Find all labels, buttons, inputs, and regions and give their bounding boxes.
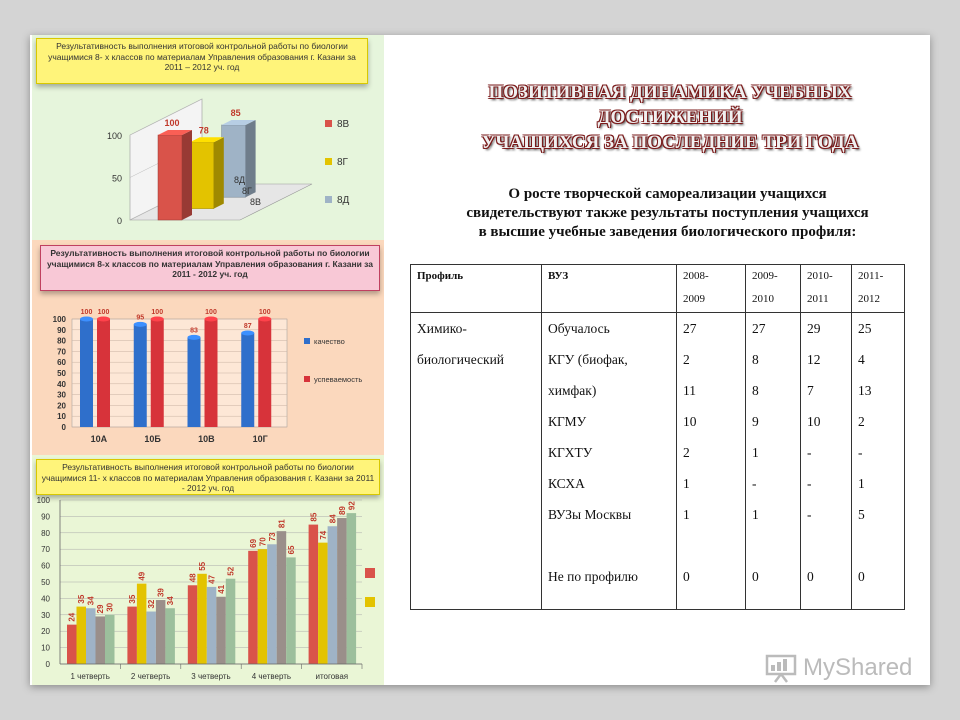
value: 12	[807, 352, 821, 367]
data-label: 48	[188, 573, 198, 583]
value	[807, 530, 845, 561]
value: 1	[752, 445, 759, 460]
value: 27	[752, 321, 766, 336]
top-chart-panel	[32, 35, 384, 240]
y-tick-label: 70	[41, 545, 50, 555]
bottom-chart-panel	[32, 455, 384, 685]
header-year	[801, 265, 852, 313]
year-cell	[801, 313, 852, 610]
mid-chart-note: Результативность выполнения итоговой контрольной работы по биологии учащимися 8-х классов по материалам Управления образования г. Казани за 2011 - 2012 уч. год	[40, 245, 380, 291]
header-year-line: 2010-	[807, 270, 833, 282]
bar	[80, 319, 93, 427]
bar-side	[214, 137, 224, 208]
data-label: 55	[198, 561, 208, 571]
value	[858, 530, 898, 561]
mid-chart-panel	[32, 240, 384, 455]
bar	[137, 584, 147, 664]
y-tick-label: 20	[41, 627, 50, 637]
data-label: 35	[128, 594, 138, 604]
value: -	[752, 476, 757, 491]
title-line: УЧАЩИХСЯ ЗА ПОСЛЕДНИЕ ТРИ ГОДА	[481, 132, 859, 153]
top-chart	[32, 35, 384, 240]
data-label: 65	[286, 545, 296, 555]
presentation-icon	[765, 653, 797, 683]
bar	[96, 616, 106, 664]
bar	[258, 319, 271, 427]
legend-swatch	[325, 120, 332, 127]
y-tick-label: 90	[57, 325, 66, 335]
value: 25	[858, 321, 872, 336]
title-line: ПОЗИТИВНАЯ ДИНАМИКА УЧЕБНЫХ	[488, 82, 852, 103]
title-line: ДОСТИЖЕНИЙ	[597, 107, 743, 128]
bar	[165, 608, 175, 664]
depth-axis-label: 8Д	[234, 175, 246, 185]
bar	[97, 319, 110, 427]
data-label: 32	[147, 599, 157, 609]
y-tick-label: 30	[57, 390, 66, 400]
vuz-line: КГУ (биофак,	[548, 352, 628, 367]
bar-cap	[134, 322, 147, 327]
bar	[241, 333, 254, 427]
bar	[134, 324, 147, 427]
value: 11	[683, 383, 696, 398]
data-label: 69	[248, 538, 258, 548]
intro-text	[410, 185, 925, 242]
header-year	[746, 265, 801, 313]
y-tick-label: 10	[41, 643, 50, 653]
profile-cell	[411, 313, 542, 610]
header-year	[852, 265, 905, 313]
table-row	[411, 313, 905, 610]
bottom-chart	[32, 455, 384, 685]
bar	[205, 319, 218, 427]
value: 27	[683, 321, 697, 336]
bar	[318, 543, 328, 664]
y-tick-label: 100	[52, 315, 66, 324]
year-cell	[677, 313, 746, 610]
vuz-line: Не по профилю	[548, 569, 638, 584]
data-label: 100	[80, 309, 93, 316]
y-tick-label: 80	[41, 528, 50, 538]
header-vuz: ВУЗ	[542, 265, 677, 313]
x-tick-label: 10А	[90, 434, 108, 444]
legend-swatch	[304, 338, 310, 344]
y-tick-label: 0	[116, 216, 122, 226]
legend-swatch	[325, 158, 332, 165]
bar	[67, 625, 77, 664]
bar	[77, 607, 87, 664]
bar	[105, 615, 115, 664]
y-tick-label: 100	[106, 131, 122, 141]
value: 1	[858, 476, 865, 491]
data-label: 34	[86, 596, 96, 606]
bar	[216, 597, 226, 664]
bar-cap	[241, 331, 254, 336]
profile-line: биологический	[417, 352, 505, 367]
data-label: 100	[97, 309, 110, 316]
bar-cap	[205, 317, 218, 322]
legend-swatch	[365, 568, 375, 578]
value: 1	[752, 507, 759, 522]
bar	[188, 585, 198, 664]
vuz-line: химфак)	[548, 383, 597, 398]
bar	[207, 587, 217, 664]
y-tick-label: 90	[41, 512, 50, 522]
data-label: 78	[198, 125, 209, 136]
bar	[188, 337, 201, 427]
data-label: 85	[309, 512, 319, 522]
value: 1	[683, 476, 690, 491]
data-label: 29	[96, 604, 106, 614]
header-year-line: 2009	[683, 293, 705, 305]
bar-cap	[151, 317, 164, 322]
vuz-line: КГМУ	[548, 414, 587, 429]
data-label: 83	[190, 327, 198, 335]
bar	[226, 579, 236, 664]
bar-side	[182, 130, 192, 220]
data-label: 73	[267, 532, 277, 542]
value: 8	[752, 352, 759, 367]
header-year-line: 2009-	[752, 270, 778, 282]
value: 10	[807, 414, 821, 429]
value: 9	[752, 414, 759, 429]
value: -	[807, 445, 812, 460]
value	[752, 530, 794, 561]
y-tick-label: 60	[57, 358, 66, 368]
header-year	[677, 265, 746, 313]
top-chart-note: Результативность выполнения итоговой контрольной работы по биологии учащимися 8- х классов по материалам Управления образования г. Казани за 2011 – 2012 уч. год	[36, 38, 368, 84]
data-label: 49	[137, 571, 147, 581]
legend-swatch	[304, 376, 310, 382]
header-year-line: 2012	[858, 293, 880, 305]
legend-swatch	[325, 196, 332, 203]
site-logo	[765, 653, 912, 683]
legend-label: качество	[314, 337, 345, 346]
data-label: 100	[151, 309, 164, 316]
data-label: 34	[166, 596, 176, 606]
x-tick-label: 10Б	[144, 434, 161, 444]
bar	[267, 544, 277, 664]
x-tick-label: 3 четверть	[191, 672, 231, 681]
value: 2	[683, 352, 690, 367]
bar	[248, 551, 258, 664]
header-year-line: 2010	[752, 293, 774, 305]
value: 8	[752, 383, 759, 398]
value: 10	[683, 414, 697, 429]
bar-cap	[80, 317, 93, 322]
y-tick-label: 20	[57, 401, 66, 411]
y-tick-label: 40	[57, 379, 66, 389]
data-label: 35	[77, 594, 87, 604]
data-label: 100	[205, 309, 217, 316]
value: 2	[858, 414, 865, 429]
header-year-line: 2011-	[858, 270, 884, 282]
vuz-cell	[542, 313, 677, 610]
y-tick-label: 10	[57, 412, 66, 422]
x-tick-label: 4 четверть	[251, 672, 292, 681]
x-tick-label: 10Г	[252, 434, 268, 444]
value: 1	[683, 507, 690, 522]
data-label: 47	[207, 575, 217, 584]
value: -	[807, 507, 812, 522]
bar	[286, 557, 296, 664]
y-tick-label: 50	[111, 173, 122, 184]
data-label: 89	[337, 506, 347, 516]
y-tick-label: 60	[41, 561, 50, 571]
value: 7	[807, 383, 814, 398]
intro-line: в высшие учебные заведения биологического профиля:	[478, 224, 857, 240]
bar	[156, 600, 166, 664]
value: 2	[683, 445, 690, 460]
bar	[146, 612, 156, 664]
year-cell	[746, 313, 801, 610]
value: 5	[858, 507, 865, 522]
bar	[151, 319, 164, 427]
header-year-line: 2008-	[683, 270, 709, 282]
depth-axis-label: 8Г	[242, 186, 252, 196]
vuz-line: Обучалось	[548, 321, 610, 336]
header-year-line: 2011	[807, 293, 829, 305]
x-tick-label: 10В	[198, 434, 215, 444]
bar	[158, 135, 182, 220]
y-tick-label: 30	[41, 610, 50, 620]
bar-cap	[97, 317, 110, 322]
data-label: 92	[347, 501, 357, 511]
vuz-line	[548, 530, 670, 561]
vuz-line: ВУЗы Москвы	[548, 507, 632, 522]
value: 29	[807, 321, 821, 336]
legend-label: 8Г	[337, 157, 348, 168]
data-label: 74	[318, 530, 328, 540]
y-tick-label: 70	[57, 347, 66, 357]
data-label: 52	[226, 566, 236, 576]
data-label: 95	[136, 314, 145, 322]
page-title	[425, 80, 915, 155]
data-label: 24	[67, 612, 77, 622]
x-tick-label: итоговая	[315, 672, 349, 681]
logo-text: MyShared	[803, 654, 913, 681]
admissions-table	[410, 264, 905, 610]
mid-chart	[32, 240, 384, 455]
header-profile: Профиль	[411, 265, 542, 313]
bar	[347, 513, 357, 664]
data-label: 39	[156, 588, 166, 598]
y-tick-label: 50	[41, 578, 50, 587]
value: 0	[683, 569, 690, 584]
y-tick-label: 80	[57, 336, 66, 346]
bar	[337, 518, 347, 664]
intro-line: свидетельствуют также результаты поступления учащихся	[466, 205, 869, 221]
value: 0	[752, 569, 759, 584]
bar	[258, 549, 268, 664]
x-tick-label: 2 четверть	[130, 672, 171, 681]
data-label: 70	[258, 537, 268, 547]
legend-label: успеваемость	[314, 375, 363, 384]
value: 13	[858, 383, 872, 398]
x-tick-label: 1 четверть	[70, 672, 110, 681]
depth-axis-label: 8В	[250, 197, 262, 207]
y-tick-label: 40	[41, 594, 50, 604]
data-label: 100	[258, 309, 271, 316]
value: -	[858, 445, 863, 460]
bar	[309, 525, 319, 664]
data-label: 41	[217, 584, 227, 594]
bar	[328, 526, 338, 664]
bar	[197, 574, 207, 664]
bar-cap	[258, 317, 271, 322]
value: 4	[858, 352, 865, 367]
vuz-line: КГХТУ	[548, 445, 593, 460]
legend-label: 8Д	[337, 195, 350, 206]
y-tick-label: 0	[61, 423, 66, 432]
legend-swatch	[365, 597, 375, 607]
value: -	[807, 476, 812, 491]
bar	[190, 142, 214, 208]
value	[683, 530, 739, 561]
bottom-chart-note: Результативность выполнения итоговой контрольной работы по биологии учащимися 11- х классов по материалам Управления образования г. Казани за 2011 - 2012 уч. год	[36, 459, 380, 495]
data-label: 84	[328, 514, 338, 524]
vuz-line: КСХА	[548, 476, 585, 491]
data-label: 30	[105, 602, 115, 612]
slide	[30, 35, 930, 685]
intro-line: О росте творческой самореализации учащихся	[508, 186, 827, 202]
data-label: 81	[277, 519, 287, 529]
value: 0	[807, 569, 814, 584]
year-cell	[852, 313, 905, 610]
y-tick-label: 50	[57, 369, 66, 378]
data-label: 100	[164, 118, 180, 128]
bar	[127, 607, 136, 664]
y-tick-label: 100	[36, 496, 50, 505]
data-label: 87	[243, 323, 252, 331]
table-header-row	[411, 265, 905, 313]
data-label: 85	[230, 107, 241, 118]
bar-cap	[188, 335, 201, 340]
legend-label: 8В	[337, 119, 350, 130]
value: 0	[858, 569, 865, 584]
profile-line: Химико-	[417, 321, 467, 336]
bar	[86, 608, 96, 664]
y-tick-label: 0	[45, 660, 50, 669]
bar	[277, 531, 287, 664]
